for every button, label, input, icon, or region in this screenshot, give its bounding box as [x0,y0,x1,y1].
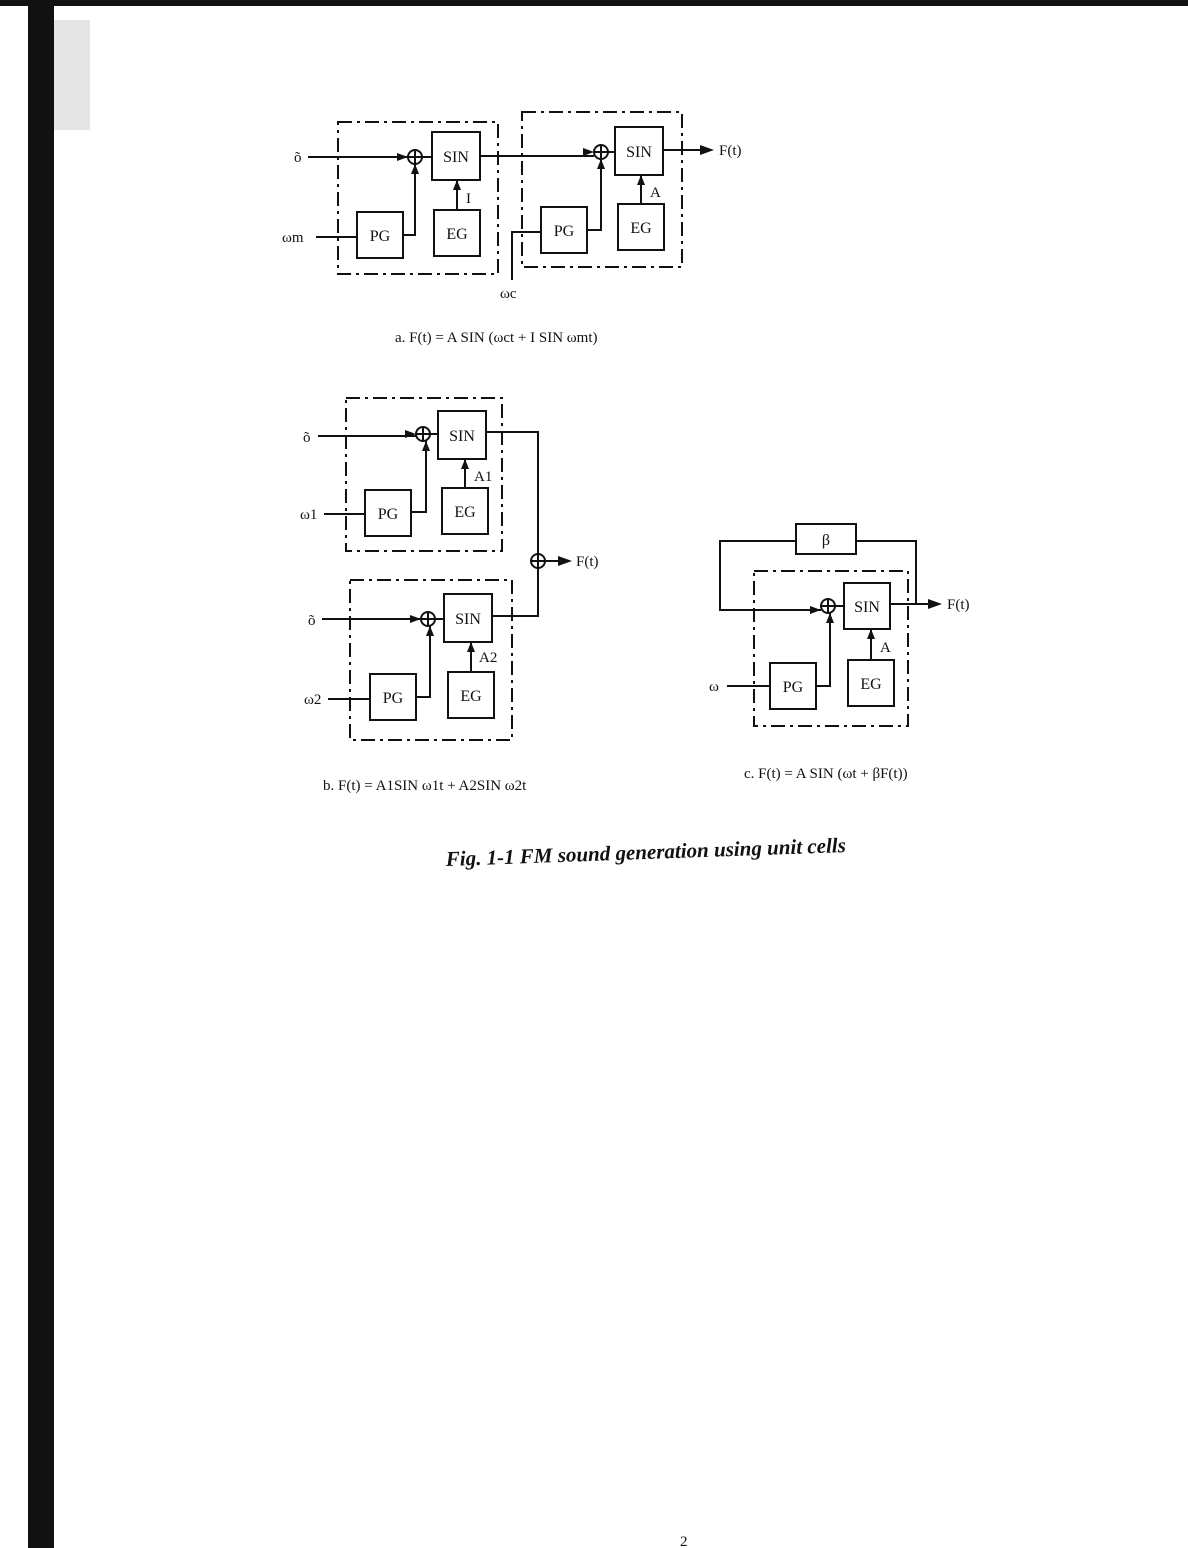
amplitude-label: A1 [474,469,493,485]
eg-label: EG [860,676,882,693]
amplitude-label: A [880,640,891,656]
input-label: õ [294,150,302,166]
figure-caption: Fig. 1-1 FM sound generation using unit cells [445,833,847,871]
scan-top-edge [0,0,1188,6]
input-label: ωc [500,286,517,302]
sin-label: SIN [455,611,481,628]
input-label: õ [303,430,311,446]
input-label: ω2 [304,692,322,708]
input-label: ω1 [300,507,318,523]
sin-label: SIN [443,149,469,166]
diagram-b [300,398,599,794]
eg-label: EG [630,220,652,237]
sin-label: SIN [626,144,652,161]
input-label: ω [709,679,719,695]
amplitude-label: A2 [479,650,498,666]
input-label: ωm [282,230,304,246]
output-label: F(t) [947,597,970,613]
formula-caption: a. F(t) = A SIN (ωct + I SIN ωmt) [395,330,598,346]
output-label: F(t) [576,554,599,570]
input-label: õ [308,613,316,629]
formula-caption: b. F(t) = A1SIN ω1t + A2SIN ω2t [323,778,527,794]
formula-caption: c. F(t) = A SIN (ωt + βF(t)) [744,766,908,782]
eg-label: EG [446,226,468,243]
pg-label: PG [553,223,575,240]
pg-label: PG [382,690,404,707]
scan-left-edge [28,0,54,1548]
scan-smudge [54,20,90,130]
diagram-a [282,112,742,346]
page-number: 2 [680,1534,688,1548]
amplitude-label: I [466,191,471,207]
pg-label: PG [369,228,391,245]
sin-label: SIN [854,599,880,616]
eg-label: EG [454,504,476,521]
eg-label: EG [460,688,482,705]
diagram-c [709,524,970,782]
output-label: F(t) [719,143,742,159]
amplitude-label: A [650,185,661,201]
sin-label: SIN [449,428,475,445]
beta-label: β [821,532,831,549]
pg-label: PG [377,506,399,523]
pg-label: PG [782,679,804,696]
